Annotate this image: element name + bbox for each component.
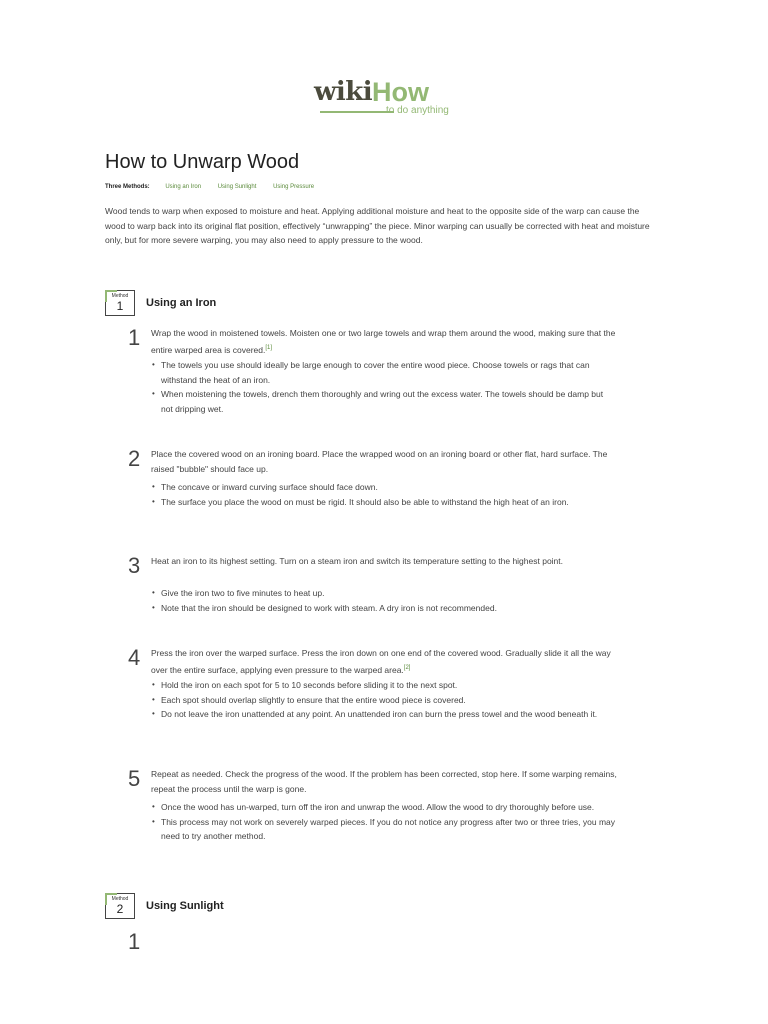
step-text: Repeat as needed. Check the progress of the wood. If the problem has been corrected, stop here. If some warping remains, repeat the process until the warp is gone. [151,769,617,794]
methods-nav-label: Three Methods: [105,184,150,190]
page-title: How to Unwarp Wood [105,151,300,173]
step-number: 2 [128,446,141,471]
method-1-title: Using an Iron [146,297,217,309]
step-text: Heat an iron to its highest setting. Turn on a steam iron and switch its temperature setting to the highest point. [151,556,564,566]
step-text [151,646,626,677]
step-text-content: Wrap the wood in moistened towels. Moisten one or two large towels and wrap them around the wood, making sure that the entire warped area is covered. [151,328,616,355]
logo-how-text: How [372,77,429,107]
step-bullets [151,800,616,844]
wikihow-logo[interactable] [314,78,456,120]
bullet-item: • The towels you use should ideally be large enough to cover the entire wood piece. Choose towels or rags that can withstand the heat of an iron. [151,358,616,387]
step-text: Place the covered wood on an ironing board. Place the wrapped wood on an ironing board or other flat, hard surface. The raised "bubble" should face up. [151,449,608,474]
bullet-item: • This process may not work on severely warped pieces. If you do not notice any progress after two or three tries, you may need to try another method. [151,815,616,844]
bullet-item: • Once the wood has un-warped, turn off the iron and unwrap the wood. Allow the wood to dry thoroughly before use. [151,800,616,815]
step-bullets [151,678,616,722]
reference-link[interactable]: [2] [403,664,411,671]
step-number: 5 [128,766,141,791]
step-bullets [151,586,616,615]
bullet-item: • When moistening the towels, drench them thoroughly and wring out the excess water. The towels should be damp but not dripping wet. [151,387,616,416]
logo-underline [320,111,394,113]
step-number: 3 [128,553,141,578]
method-badge-number: 2 [116,902,124,916]
method-1-badge [105,290,135,316]
intro-paragraph: Wood tends to warp when exposed to moisture and heat. Applying additional moisture and heat to the opposite side of the warp can cause the wood to warp back into its original flat position, effectively “unwrapping” the piece. Minor warping can usually be corrected with heat and moisture only, but for more severe warping, you may also need to apply pressure to the wood. [105,206,650,246]
methods-nav [105,183,329,191]
bullet-item: • Give the iron two to five minutes to heat up. [151,586,616,601]
step-text-content: Press the iron over the warped surface. Press the iron down on one end of the covered wood. Gradually slide it all the way over the entire surface, applying even pressure to the warped area. [151,648,611,675]
method-badge-label: Method [111,293,129,299]
reference-link[interactable]: [1] [265,344,273,351]
method-link-iron[interactable]: Using an Iron [165,184,202,190]
method-2-badge [105,893,135,919]
method-badge-number: 1 [116,299,124,313]
step-bullets [151,480,616,509]
logo-wiki-text: wiki [314,77,373,107]
method-2-title: Using Sunlight [146,900,224,912]
step-text [151,326,626,357]
step-number: 4 [128,645,141,670]
bullet-item: • Do not leave the iron unattended at any point. An unattended iron can burn the press towel and the wood beneath it. [151,707,616,722]
logo-tagline: to do anything [386,105,449,116]
bullet-item: • The concave or inward curving surface should face down. [151,480,616,495]
bullet-item: • Each spot should overlap slightly to ensure that the entire wood piece is covered. [151,693,616,708]
method-badge-label: Method [111,896,129,902]
step-number: 1 [128,929,141,954]
method-link-pressure[interactable]: Using Pressure [273,184,315,190]
bullet-item: • Hold the iron on each spot for 5 to 10 seconds before sliding it to the next spot. [151,678,616,693]
method-link-sunlight[interactable]: Using Sunlight [217,184,257,190]
bullet-item: • The surface you place the wood on must be rigid. It should also be able to withstand the high heat of an iron. [151,495,616,510]
step-bullets [151,358,616,416]
step-number: 1 [128,325,141,350]
bullet-item: • Note that the iron should be designed to work with steam. A dry iron is not recommended. [151,601,616,616]
